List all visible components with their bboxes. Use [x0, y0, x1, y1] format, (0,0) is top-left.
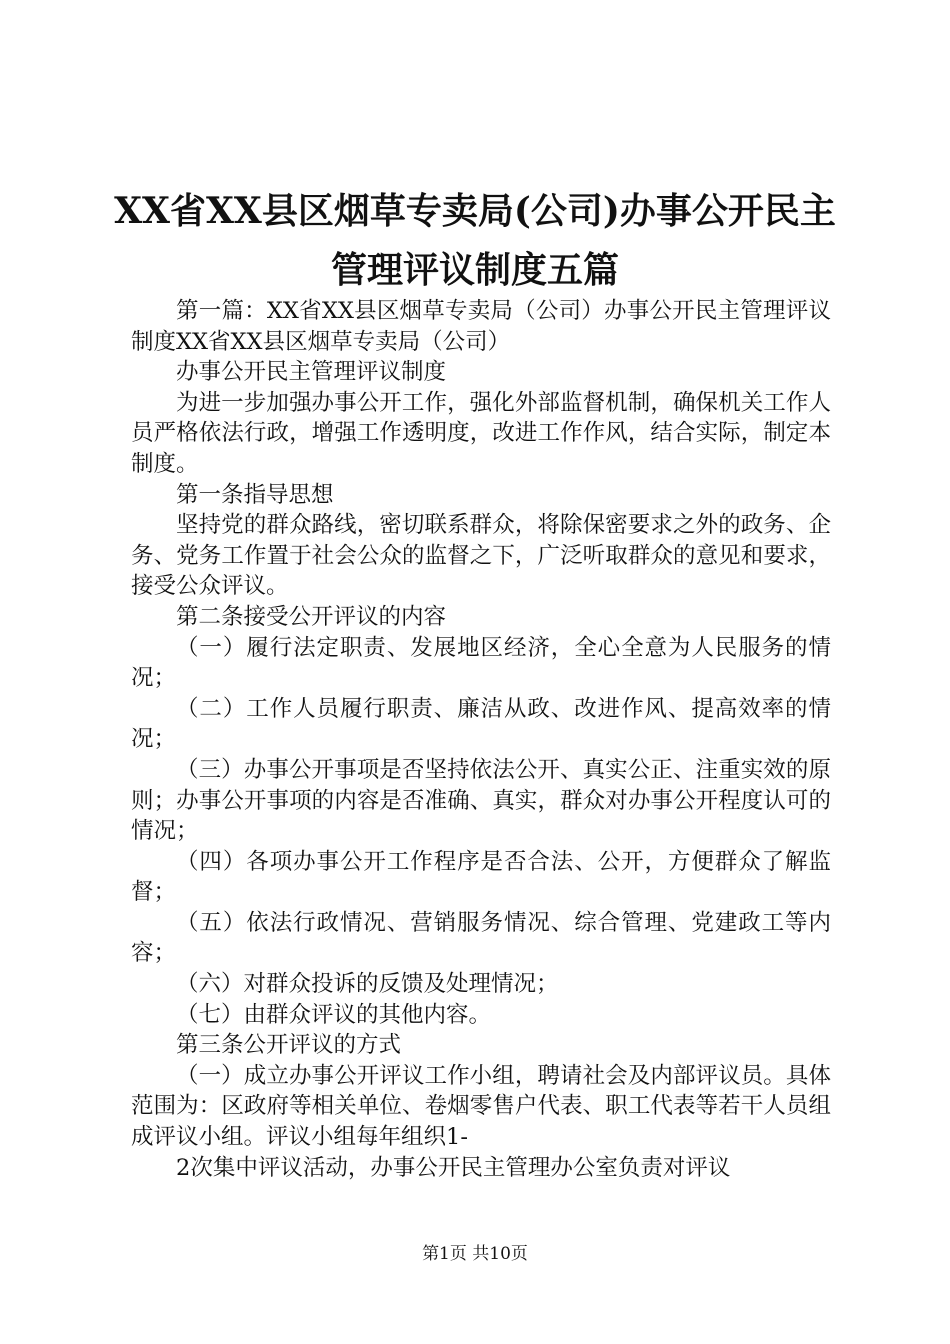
document-title-line-1: XX省XX县区烟草专卖局(公司)办事公开民主: [114, 190, 836, 232]
paragraph-evaluation-method: （一）成立办事公开评议工作小组，聘请社会及内部评议员。具体范围为：区政府等相关单位、卷烟零售户代表、职工代表等若干人员组成评议小组。评议小组每年组织1-: [131, 1062, 831, 1151]
list-item-1: （一）履行法定职责、发展地区经济，全心全意为人民服务的情况；: [131, 634, 831, 692]
document-body: [131, 296, 831, 1183]
page-number-footer: 第1页 共10页: [422, 1244, 528, 1264]
paragraph-subtitle: 办事公开民主管理评议制度: [176, 359, 447, 386]
section-heading-3: 第三条公开评议的方式: [176, 1032, 402, 1059]
list-item-5: （五）依法行政情况、营销服务情况、综合管理、党建政工等内容；: [131, 909, 831, 967]
list-item-6: （六）对群众投诉的反馈及处理情况；: [176, 971, 559, 998]
paragraph-guiding-thought: 坚持党的群众路线，密切联系群众，将除保密要求之外的政务、企务、党务工作置于社会公众的监督之下，广泛听取群众的意见和要求，接受公众评议。: [131, 512, 831, 600]
list-item-2: （二）工作人员履行职责、廉洁从政、改进作风、提高效率的情况；: [131, 695, 831, 753]
paragraph-intro: 第一篇：XX省XX县区烟草专卖局（公司）办事公开民主管理评议制度XX省XX县区烟草专卖局（公司）: [131, 298, 831, 355]
document-title-line-2: 管理评议制度五篇: [330, 249, 619, 291]
list-item-3: （三）办事公开事项是否坚持依法公开、真实公正、注重实效的原则；办事公开事项的内容是否准确、真实，群众对办事公开程度认可的情况；: [131, 756, 831, 845]
list-item-7: （七）由群众评议的其他内容。: [176, 1001, 492, 1028]
paragraph-evaluation-continued: 2次集中评议活动，办事公开民主管理办公室负责对评议: [176, 1154, 731, 1181]
paragraph-purpose: 为进一步加强办事公开工作，强化外部监督机制，确保机关工作人员严格依法行政，增强工作透明度，改进工作作风，结合实际，制定本制度。: [131, 389, 831, 477]
list-item-4: （四）各项办事公开工作程序是否合法、公开，方便群众了解监督；: [131, 848, 831, 906]
section-heading-1: 第一条指导思想: [176, 481, 334, 508]
section-heading-2: 第二条接受公开评议的内容: [176, 603, 447, 630]
